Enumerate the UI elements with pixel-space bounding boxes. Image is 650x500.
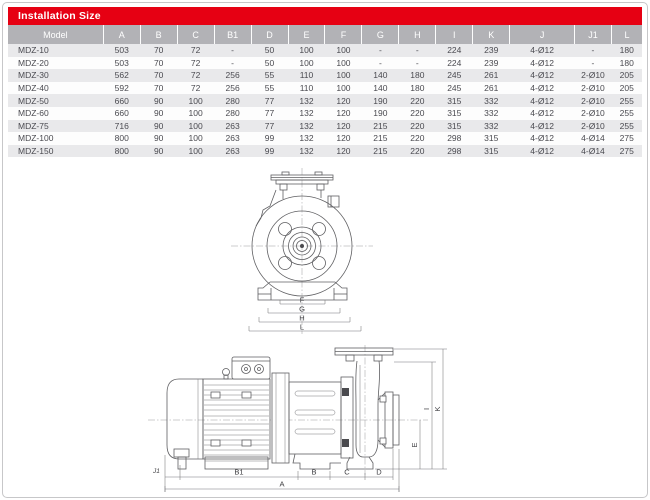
col-header-model: Model (8, 25, 103, 44)
value-cell: 263 (225, 120, 240, 131)
value-cell: 224 (447, 45, 462, 56)
value-cell: 315 (484, 133, 499, 144)
value-cell: 140 (373, 70, 388, 81)
value-cell: 239 (484, 57, 499, 68)
value-cell: 660 (114, 108, 129, 119)
value-cell: 4-Ø12 (530, 70, 554, 81)
pump-front-view-drawing (225, 166, 377, 338)
value-cell: 2-Ø10 (581, 70, 605, 81)
col-header-c: C (177, 25, 214, 44)
value-cell: 99 (264, 133, 275, 144)
dim-label-c: C (344, 467, 350, 477)
dim-label-b: B (311, 467, 317, 477)
value-cell: 180 (410, 70, 425, 81)
value-cell: 100 (299, 45, 314, 56)
value-cell: 275 (619, 146, 634, 157)
value-cell: 70 (153, 70, 164, 81)
value-cell: 77 (264, 120, 275, 131)
value-cell: 100 (188, 133, 203, 144)
value-cell: 90 (153, 146, 164, 157)
value-cell: 110 (299, 83, 314, 94)
model-cell: MDZ-75 (18, 120, 49, 131)
value-cell: 180 (619, 45, 634, 56)
value-cell: 220 (410, 95, 425, 106)
model-cell: MDZ-30 (18, 70, 49, 81)
value-cell: 72 (190, 83, 201, 94)
value-cell: 100 (336, 57, 351, 68)
table-row (8, 44, 642, 57)
model-cell: MDZ-50 (18, 95, 49, 106)
table-row (8, 69, 642, 82)
value-cell: - (378, 45, 382, 56)
dim-label-g: G (299, 304, 305, 314)
value-cell: 100 (188, 95, 203, 106)
value-cell: - (231, 57, 234, 68)
value-cell: 140 (373, 83, 388, 94)
value-cell: 132 (299, 133, 314, 144)
value-cell: 120 (336, 108, 351, 119)
value-cell: 261 (484, 70, 499, 81)
value-cell: 132 (299, 95, 314, 106)
value-cell: 4-Ø14 (581, 133, 605, 144)
value-cell: 90 (153, 95, 164, 106)
value-cell: 50 (264, 57, 275, 68)
col-header-e: E (288, 25, 325, 44)
value-cell: 800 (114, 133, 129, 144)
value-cell: 2-Ø10 (581, 95, 605, 106)
value-cell: 100 (336, 83, 351, 94)
model-cell: MDZ-40 (18, 83, 49, 94)
value-cell: 224 (447, 57, 462, 68)
value-cell: 132 (299, 146, 314, 157)
value-cell: 50 (264, 45, 275, 56)
col-header-b: B (140, 25, 177, 44)
value-cell: 100 (188, 108, 203, 119)
table-row (8, 120, 642, 133)
value-cell: 263 (225, 146, 240, 157)
motor-body (203, 379, 270, 459)
value-cell: 332 (484, 120, 499, 131)
value-cell: 100 (188, 146, 203, 157)
model-cell: MDZ-150 (18, 146, 54, 157)
value-cell: 70 (153, 83, 164, 94)
value-cell: 77 (264, 108, 275, 119)
value-cell: 245 (447, 83, 462, 94)
value-cell: 716 (114, 120, 129, 131)
dim-label-h: H (299, 313, 305, 323)
value-cell: 215 (373, 133, 388, 144)
value-cell: 70 (153, 57, 164, 68)
col-header-g: G (362, 25, 399, 44)
col-header-l: L (611, 25, 642, 44)
table-header-row (8, 25, 642, 44)
table-row (8, 107, 642, 120)
model-cell: MDZ-20 (18, 57, 49, 68)
table-row (8, 145, 642, 158)
value-cell: - (231, 45, 234, 56)
value-cell: 205 (619, 83, 634, 94)
value-cell: 90 (153, 108, 164, 119)
pump-foot (293, 454, 373, 469)
value-cell: 592 (114, 83, 129, 94)
value-cell: 120 (336, 120, 351, 131)
col-header-d: D (251, 25, 288, 44)
value-cell: 215 (373, 146, 388, 157)
value-cell: 100 (299, 57, 314, 68)
value-cell: 315 (447, 95, 462, 106)
value-cell: 4-Ø12 (530, 45, 554, 56)
value-cell: 132 (299, 120, 314, 131)
col-header-a: A (103, 25, 140, 44)
value-cell: 4-Ø12 (530, 133, 554, 144)
motor-adapter-flange (272, 373, 289, 463)
value-cell: 120 (336, 133, 351, 144)
model-cell: MDZ-100 (18, 133, 54, 144)
value-cell: 180 (619, 57, 634, 68)
side-view-dimensions-right (375, 349, 447, 469)
bearing-bracket (289, 382, 341, 454)
value-cell: 298 (447, 133, 462, 144)
value-cell: 72 (190, 45, 201, 56)
col-header-h: H (399, 25, 436, 44)
value-cell: 132 (299, 108, 314, 119)
value-cell: 332 (484, 95, 499, 106)
value-cell: 70 (153, 45, 164, 56)
discharge-flange-side (335, 348, 393, 361)
shaft-hub-circles (283, 227, 321, 265)
lifting-eyebolt (223, 369, 230, 380)
value-cell: 4-Ø12 (530, 57, 554, 68)
dim-label-b1: B1 (234, 467, 244, 477)
value-cell: 280 (225, 95, 240, 106)
value-cell: 215 (373, 120, 388, 131)
col-header-k: K (473, 25, 510, 44)
value-cell: 120 (336, 95, 351, 106)
value-cell: 4-Ø14 (581, 146, 605, 157)
value-cell: 261 (484, 83, 499, 94)
value-cell: 275 (619, 133, 634, 144)
value-cell: 255 (619, 108, 634, 119)
col-header-j1: J1 (575, 25, 612, 44)
value-cell: - (415, 45, 419, 56)
motor-fan-cover (167, 379, 203, 459)
value-cell: 562 (114, 70, 129, 81)
model-cell: MDZ-10 (18, 45, 49, 56)
value-cell: 77 (264, 95, 275, 106)
model-cell: MDZ-60 (18, 108, 49, 119)
value-cell: 660 (114, 95, 129, 106)
value-cell: 4-Ø12 (530, 146, 554, 157)
dim-label-i: I (422, 407, 431, 411)
value-cell: 100 (336, 45, 351, 56)
value-cell: 72 (190, 70, 201, 81)
value-cell: 220 (410, 146, 425, 157)
installation-size-section (8, 7, 642, 157)
value-cell: 220 (410, 108, 425, 119)
table-row (8, 82, 642, 95)
value-cell: 55 (264, 83, 275, 94)
dim-label-e: E (410, 442, 419, 448)
value-cell: 315 (484, 146, 499, 157)
value-cell: 503 (114, 57, 129, 68)
value-cell: 4-Ø12 (530, 83, 554, 94)
value-cell: 245 (447, 70, 462, 81)
pump-side-view-drawing (145, 345, 455, 497)
value-cell: 90 (153, 120, 164, 131)
value-cell: 315 (447, 120, 462, 131)
value-cell: 220 (410, 133, 425, 144)
value-cell: 315 (447, 108, 462, 119)
value-cell: 256 (225, 83, 240, 94)
front-view-dimensions (249, 296, 361, 332)
value-cell: 503 (114, 45, 129, 56)
dim-label-l: L (299, 322, 305, 332)
section-title-bar (8, 7, 642, 25)
col-header-b1: B1 (214, 25, 251, 44)
value-cell: 298 (447, 146, 462, 157)
value-cell: - (415, 57, 419, 68)
value-cell: - (591, 45, 595, 56)
value-cell: 256 (225, 70, 240, 81)
dim-label-d: D (376, 467, 382, 477)
value-cell: 100 (336, 70, 351, 81)
terminal-box (232, 357, 270, 379)
dim-label-k: K (433, 406, 442, 412)
value-cell: - (591, 57, 595, 68)
table-row (8, 94, 642, 107)
value-cell: 110 (299, 70, 314, 81)
col-header-j: J (510, 25, 575, 44)
col-header-f: F (325, 25, 362, 44)
value-cell: 2-Ø10 (581, 83, 605, 94)
value-cell: 239 (484, 45, 499, 56)
value-cell: 4-Ø12 (530, 120, 554, 131)
value-cell: 2-Ø10 (581, 120, 605, 131)
seal-plate (341, 377, 353, 458)
value-cell: 55 (264, 70, 275, 81)
table-row (8, 132, 642, 145)
table-row (8, 57, 642, 70)
value-cell: 190 (373, 95, 388, 106)
section-title: Installation Size (18, 10, 101, 22)
value-cell: 255 (619, 95, 634, 106)
value-cell: 100 (188, 120, 203, 131)
dim-label-a: A (279, 479, 285, 489)
value-cell: 180 (410, 83, 425, 94)
value-cell: 263 (225, 133, 240, 144)
value-cell: 280 (225, 108, 240, 119)
value-cell: 2-Ø10 (581, 108, 605, 119)
value-cell: 99 (264, 146, 275, 157)
value-cell: - (378, 57, 382, 68)
dim-label-f: F (299, 295, 305, 305)
value-cell: 332 (484, 108, 499, 119)
value-cell: 4-Ø12 (530, 108, 554, 119)
installation-size-table (8, 25, 642, 157)
value-cell: 72 (190, 57, 201, 68)
value-cell: 190 (373, 108, 388, 119)
value-cell: 4-Ø12 (530, 95, 554, 106)
value-cell: 120 (336, 146, 351, 157)
dim-label-j1: J1 (153, 468, 160, 475)
value-cell: 800 (114, 146, 129, 157)
value-cell: 220 (410, 120, 425, 131)
value-cell: 255 (619, 120, 634, 131)
col-header-i: I (436, 25, 473, 44)
value-cell: 90 (153, 133, 164, 144)
value-cell: 205 (619, 70, 634, 81)
